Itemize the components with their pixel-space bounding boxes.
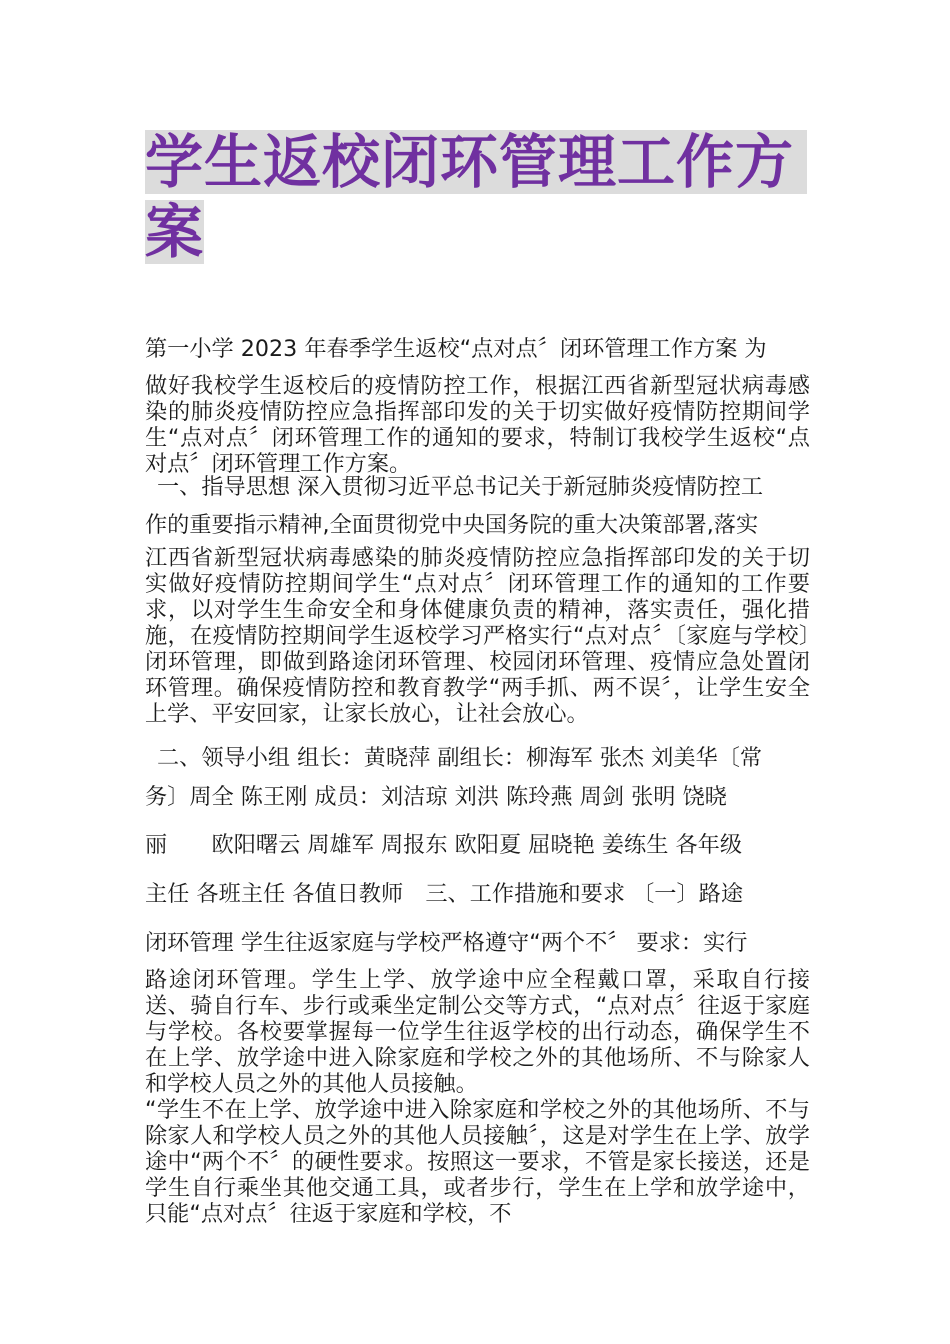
document-title-line-2: 案 (145, 198, 205, 266)
paragraph-intro-first-line: 第一小学 2023 年春季学生返校“点对点〞闭环管理工作方案 为 (145, 336, 767, 362)
section-1-line-2: 作的重要指示精神,全面贯彻党中央国务院的重大决策部署,落实 (145, 512, 759, 538)
section-3-body: 路途闭环管理。学生上学、放学途中应全程戴口罩，采取自行接送、骑自行车、步行或乘坐定制公交等方式，“点对点〞往返于家庭与学校。各校要掌握每一位学生往返学校的出行动态，确保学生不在上学、放学途中进入除家庭和学校之外的其他场所、不与除家人和学校人员之外的其他人员接触。 (145, 967, 810, 1097)
section-3-line-1: 闭环管理 学生往返家庭与学校严格遵守“两个不〞 要求：实行 (145, 930, 748, 956)
document-title-line-1: 学生返校闭环管理工作方 (145, 130, 807, 194)
section-2-line-2: 务〕周全 陈王刚 成员：刘洁琼 刘洪 陈玲燕 周剑 张明 饶晓 (145, 784, 727, 810)
section-2-line-4: 主任 各班主任 各值日教师 三、工作措施和要求 〔一〕路途 (145, 881, 744, 907)
section-3-body-continued: “学生不在上学、放学途中进入除家庭和学校之外的其他场所、不与除家人和学校人员之外的其他人员接触〞，这是对学生在上学、放学途中“两个不〞的硬性要求。按照这一要求，不管是家长接送，还是学生自行乘坐其他交通工具，或者步行，学生在上学和放学途中，只能“点对点〞往返于家庭和学校，不 (145, 1097, 810, 1227)
section-1-heading-line: 一、指导思想 深入贯彻习近平总书记关于新冠肺炎疫情防控工 (157, 474, 764, 500)
paragraph-intro: 做好我校学生返校后的疫情防控工作，根据江西省新型冠状病毒感染的肺炎疫情防控应急指挥部印发的关于切实做好疫情防控期间学生“点对点〞闭环管理工作的通知的要求，特制订我校学生返校“点对点〞闭环管理工作方案。 (145, 373, 810, 477)
section-2-line-3: 丽 欧阳曙云 周雄军 周报东 欧阳夏 屈晓艳 姜练生 各年级 (145, 832, 743, 858)
section-1-body: 江西省新型冠状病毒感染的肺炎疫情防控应急指挥部印发的关于切实做好疫情防控期间学生“点对点〞闭环管理工作的通知的工作要求，以对学生生命安全和身体健康负责的精神，落实责任，强化措施，在疫情防控期间学生返校学习严格实行“点对点〞〔家庭与学校〕闭环管理，即做到路途闭环管理、校园闭环管理、疫情应急处置闭环管理。确保疫情防控和教育教学“两手抓、两不误〞，让学生安全上学、平安回家，让家长放心，让社会放心。 (145, 545, 810, 727)
section-2-heading-line: 二、领导小组 组长：黄晓萍 副组长：柳海军 张杰 刘美华〔常 (157, 745, 763, 771)
